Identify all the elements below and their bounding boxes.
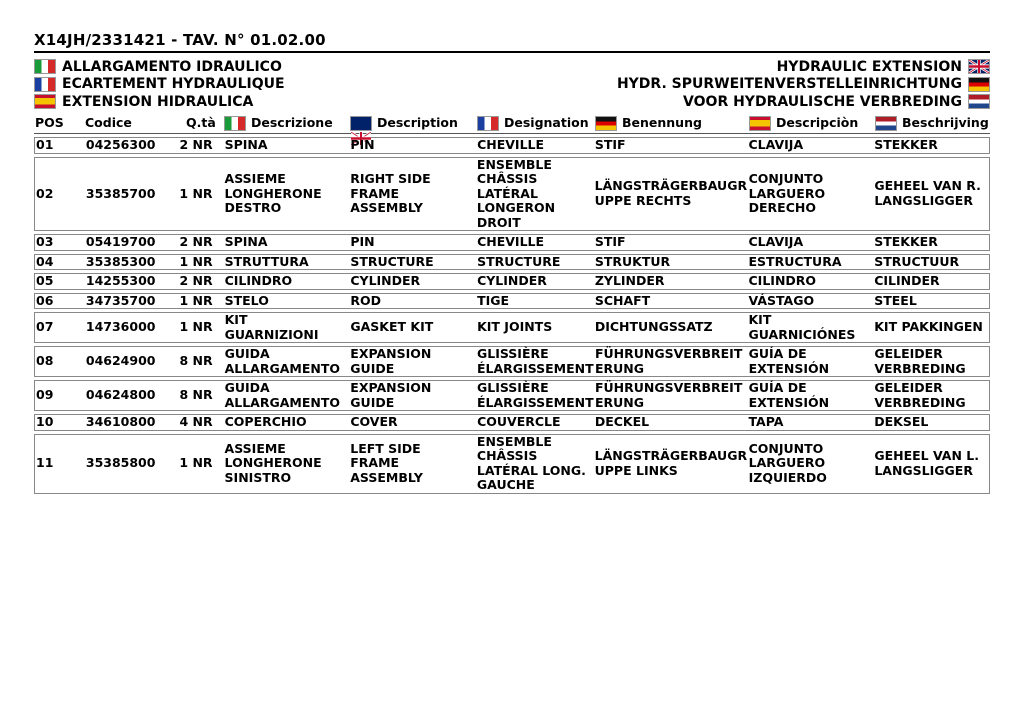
france-flag-icon [34,77,56,92]
parts-table [34,114,990,494]
cell-qty: 8 NR [179,353,213,369]
cell-qty: 2 NR [179,234,213,249]
uk-flag-icon [968,59,990,74]
heading-italian [34,58,285,76]
cell-code: 34610800 [85,414,156,429]
col-french-header [471,116,593,131]
title-divider [34,51,990,53]
cell-italian: SPINA [224,137,268,152]
cell-german: ZYLINDER [594,273,665,288]
cell-dutch: STEEL [874,292,917,308]
cell-spanish: CLAVIJA [748,234,804,249]
heading-spanish [34,93,285,111]
cell-pos: 09 [36,387,54,403]
cell-german: LÄNGSTRÄGERBAUGR UPPE RECHTS [594,178,748,208]
col-italian-label: Descrizione [251,115,333,131]
cell-code: 04256300 [85,137,156,152]
cell-pos: 05 [36,273,54,288]
cell-english: EXPANSION GUIDE [350,380,432,410]
cell-spanish: VÁSTAGO [748,292,815,308]
col-dutch-header [869,116,990,131]
cell-italian: SPINA [224,234,268,249]
cell-italian: CILINDRO [224,273,293,288]
cell-french: CYLINDER [477,273,547,288]
cell-english: PIN [350,234,375,249]
cell-qty: 2 NR [179,137,213,152]
cell-spanish: CLAVIJA [748,137,804,152]
cell-german: DECKEL [594,414,650,429]
cell-pos: 11 [36,455,54,471]
cell-italian: ASSIEME LONGHERONE SINISTRO [224,440,322,485]
table-row [34,346,990,377]
col-german-label: Benennung [622,115,702,131]
cell-french: CHEVILLE [477,234,545,249]
cell-english: ROD [350,292,381,308]
cell-dutch: GELEIDER VERBREDING [874,380,966,410]
cell-english: STRUCTURE [350,253,434,269]
cell-french: GLISSIÈRE ÉLARGISSEMENT [476,380,594,410]
cell-dutch: KIT PAKKINGEN [874,319,983,335]
cell-code: 35385800 [85,455,156,471]
cell-pos: 07 [36,319,54,335]
cell-pos: 06 [36,292,54,308]
france-flag-icon [477,116,499,131]
heading-spanish-text: EXTENSION HIDRAULICA [62,93,254,110]
heading-italian-text: ALLARGAMENTO IDRAULICO [62,58,282,75]
cell-french: ENSEMBLE CHÂSSIS LATÉRAL LONG. GAUCHE [476,433,586,492]
heading-english [617,58,990,76]
spain-flag-icon [34,94,56,109]
cell-french: CHEVILLE [477,137,545,152]
uk-flag-icon [350,116,372,131]
col-pos-header: POS [35,115,64,131]
cell-french: KIT JOINTS [477,319,553,335]
heading-right-group [617,58,990,111]
germany-flag-icon [595,116,617,131]
cell-code: 35385700 [85,185,156,201]
cell-italian: STRUTTURA [224,253,309,269]
cell-pos: 08 [36,353,54,369]
heading-dutch [617,93,990,111]
cell-french: ENSEMBLE CHÂSSIS LATÉRAL LONGERON DROIT [476,156,556,230]
cell-pos: 03 [36,234,54,249]
table-row [34,157,990,232]
cell-pos: 01 [36,137,54,152]
table-row [34,234,990,251]
cell-pos: 02 [36,185,54,201]
cell-english: COVER [350,414,398,429]
cell-pos: 04 [36,253,54,269]
cell-german: FÜHRUNGSVERBREIT ERUNG [594,346,743,376]
heading-english-text: HYDRAULIC EXTENSION [776,58,962,75]
cell-english: LEFT SIDE FRAME ASSEMBLY [350,440,423,485]
cell-spanish: KIT GUARNICIÓNES [748,312,856,342]
cell-french: GLISSIÈRE ÉLARGISSEMENT [476,346,594,376]
table-row [34,293,990,310]
heading-german [617,76,990,94]
cell-code: 35385300 [85,253,156,269]
cell-code: 04624800 [85,387,156,403]
table-row [34,434,990,494]
cell-code: 14736000 [85,319,156,335]
netherlands-flag-icon [875,116,897,131]
cell-spanish: GUÍA DE EXTENSIÓN [748,380,830,410]
cell-dutch: STEKKER [874,137,938,152]
col-spanish-header [747,116,869,131]
cell-german: STRUKTUR [594,253,671,269]
cell-german: LÄNGSTRÄGERBAUGR UPPE LINKS [594,448,748,478]
cell-code: 34735700 [85,292,156,308]
heading-dutch-text: VOOR HYDRAULISCHE VERBREDING [683,93,962,110]
cell-french: COUVERCLE [477,414,561,429]
cell-italian: STELO [224,292,269,308]
heading-french [34,76,285,94]
cell-german: DICHTUNGSSATZ [594,319,713,335]
cell-spanish: ESTRUCTURA [748,253,842,269]
cell-qty: 8 NR [179,387,213,403]
cell-english: EXPANSION GUIDE [350,346,432,376]
heading-left-group [34,58,285,111]
cell-qty: 1 NR [179,253,213,269]
cell-qty: 1 NR [179,319,213,335]
cell-qty: 1 NR [179,185,213,201]
table-row [34,273,990,290]
col-english-label: Description [377,115,458,131]
netherlands-flag-icon [968,94,990,109]
cell-italian: GUIDA ALLARGAMENTO [224,346,341,376]
cell-french: STRUCTURE [477,253,561,269]
col-italian-header [222,116,344,131]
table-row [34,254,990,271]
cell-spanish: GUÍA DE EXTENSIÓN [748,346,830,376]
col-german-header [593,116,747,131]
cell-qty: 4 NR [179,414,213,429]
cell-dutch: STEKKER [874,234,938,249]
cell-english: RIGHT SIDE FRAME ASSEMBLY [350,171,431,215]
page-title: X14JH/2331421 - TAV. N° 01.02.00 [34,31,326,49]
col-english-header [344,116,471,131]
cell-dutch: GEHEEL VAN L. LANGSLIGGER [874,448,979,478]
cell-german: SCHAFT [594,292,651,308]
cell-german: FÜHRUNGSVERBREIT ERUNG [594,380,743,410]
cell-spanish: CONJUNTO LARGUERO DERECHO [748,171,826,215]
spain-flag-icon [749,116,771,131]
cell-qty: 1 NR [179,292,213,308]
heading-french-text: ECARTEMENT HYDRAULIQUE [62,76,285,93]
cell-qty: 1 NR [179,455,213,471]
cell-spanish: CILINDRO [748,273,817,288]
italy-flag-icon [224,116,246,131]
cell-spanish: TAPA [748,414,784,429]
cell-dutch: STRUCTUUR [874,253,960,269]
cell-english: CYLINDER [350,273,421,288]
cell-qty: 2 NR [179,273,213,288]
cell-dutch: DEKSEL [874,414,929,429]
cell-code: 14255300 [85,273,156,288]
germany-flag-icon [968,77,990,92]
col-french-label: Designation [504,115,589,131]
heading-german-text: HYDR. SPURWEITENVERSTELLEINRICHTUNG [616,76,962,93]
cell-italian: ASSIEME LONGHERONE DESTRO [224,171,322,215]
cell-dutch: GELEIDER VERBREDING [874,346,966,376]
cell-code: 04624900 [85,353,156,369]
table-row [34,380,990,411]
col-dutch-label: Beschrijving [902,115,989,131]
cell-english: GASKET KIT [350,319,434,335]
cell-pos: 10 [36,414,54,429]
table-row [34,312,990,343]
table-row [34,414,990,431]
table-row [34,137,990,154]
cell-english: PIN [350,137,375,152]
cell-dutch: CILINDER [874,273,940,288]
cell-german: STIF [594,234,626,249]
cell-german: STIF [594,137,626,152]
cell-french: TIGE [477,292,510,308]
col-spanish-label: Descripciòn [776,115,859,131]
cell-italian: GUIDA ALLARGAMENTO [224,380,341,410]
cell-spanish: CONJUNTO LARGUERO IZQUIERDO [748,440,827,485]
col-qty-header: Q.tà [186,115,216,131]
cell-dutch: GEHEEL VAN R. LANGSLIGGER [874,178,981,208]
cell-italian: KIT GUARNIZIONI [224,312,319,342]
italy-flag-icon [34,59,56,74]
table-header [34,114,990,134]
cell-code: 05419700 [85,234,156,249]
cell-italian: COPERCHIO [224,414,307,429]
col-code-header: Codice [85,115,132,131]
